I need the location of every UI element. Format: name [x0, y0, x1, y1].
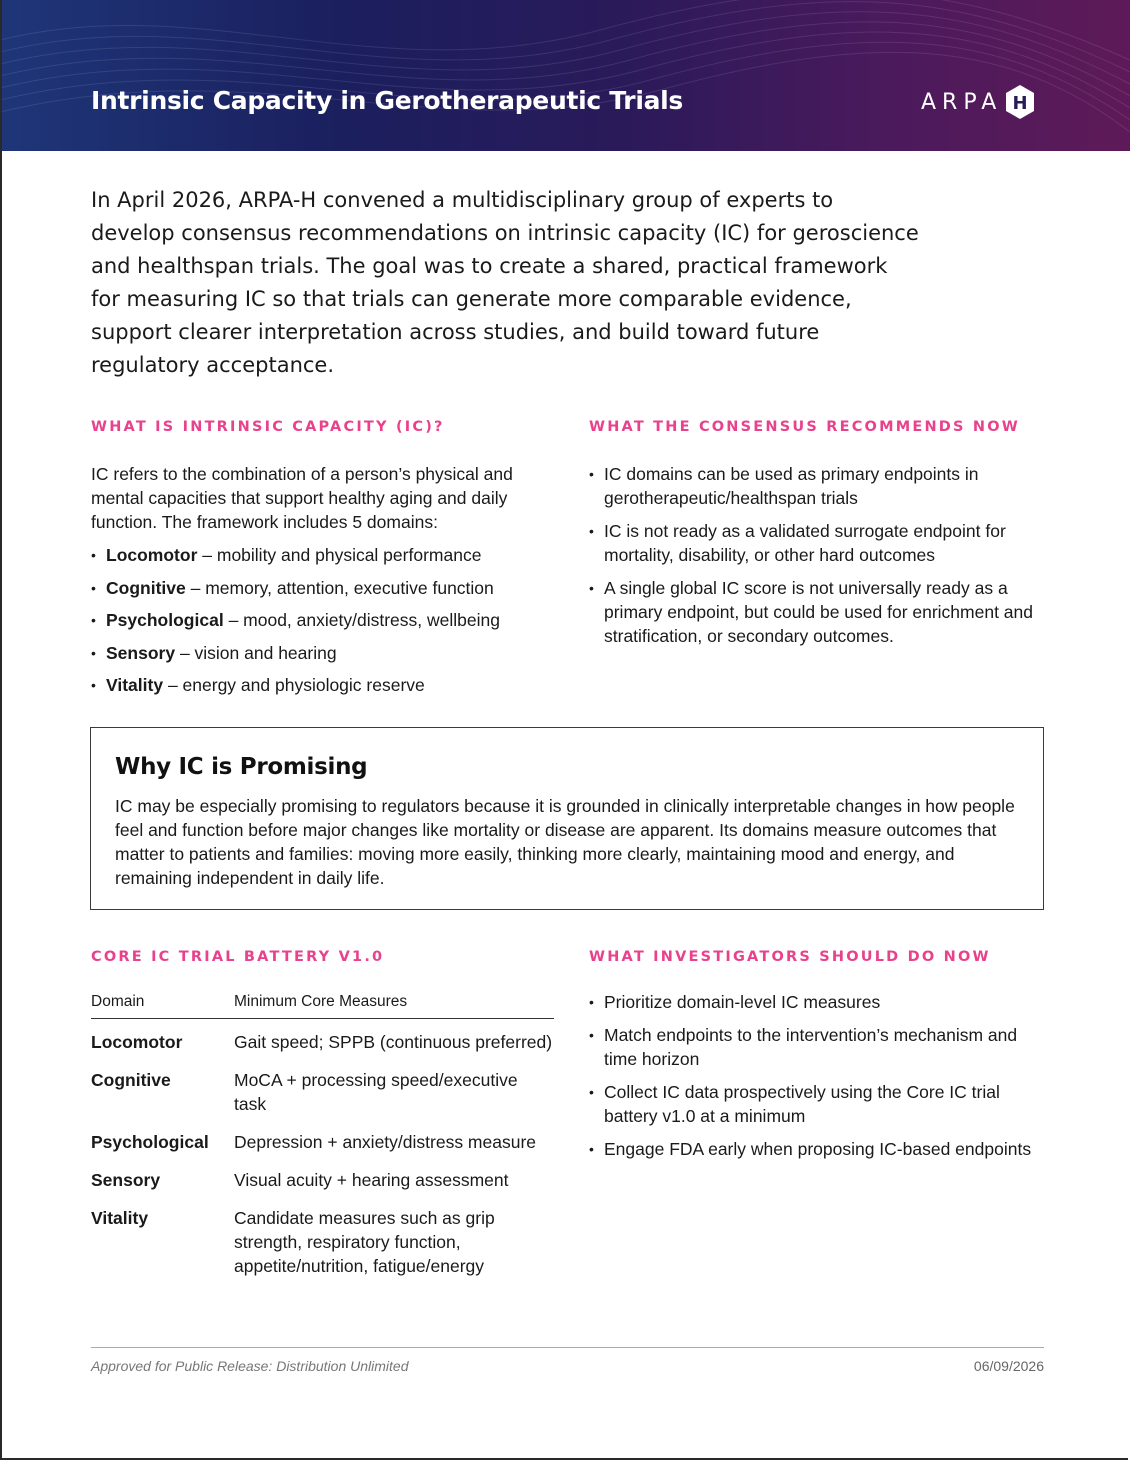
investigators-section — [589, 990, 1054, 1170]
list-item: • Vitality – energy and physiologic reserve — [91, 673, 561, 697]
callout-text: IC may be especially promising to regulators because it is grounded in clinically interpretable changes in how people feel and function before major changes like mortality or disease are apparent. Its domains measure outcomes that matter to patients and families: moving more easily, thinking more clearly, maintaining mood and energy, and remaining independent in daily life. — [115, 796, 1015, 888]
table-header — [91, 990, 554, 1019]
arpa-h-logo — [921, 84, 1036, 120]
logo-mark-letter: H — [1012, 93, 1028, 114]
table-cell-domain: Locomotor — [91, 1032, 183, 1052]
list-item: • IC domains can be used as primary endpoints in gerotherapeutic/healthspan trials — [589, 462, 1054, 510]
table-cell-measures: Depression + anxiety/distress measure — [234, 1132, 537, 1152]
page-title: Intrinsic Capacity in Gerotherapeutic Trials — [91, 86, 684, 115]
table-cell-measures: Gait speed; SPPB (continuous preferred) — [234, 1032, 553, 1052]
table-cell-measures: MoCA + processing speed/executive task — [234, 1070, 518, 1114]
callout-title: Why IC is Promising — [115, 754, 368, 780]
table-row — [91, 1030, 554, 1054]
table-cell-domain: Vitality — [91, 1208, 149, 1228]
arpa-h-hexagon-icon — [1004, 84, 1036, 120]
release-statement: Approved for Public Release: Distribution Unlimited — [91, 1358, 409, 1374]
why-ic-callout — [90, 727, 1044, 910]
table-cell-domain: Psychological — [91, 1132, 209, 1152]
list-item: • Collect IC data prospectively using the Core IC trial battery v1.0 at a minimum — [589, 1080, 1054, 1128]
list-item: • Locomotor – mobility and physical performance — [91, 543, 561, 567]
list-item: • Sensory – vision and hearing — [91, 641, 561, 665]
table-cell-measures: Candidate measures such as grip strength, respiratory function, appetite/nutrition, fatigue/energy — [234, 1208, 495, 1276]
column-header-domain: Domain — [91, 993, 145, 1010]
section-heading-recommends: WHAT THE CONSENSUS RECOMMENDS NOW — [589, 419, 1020, 435]
table-cell-measures: Visual acuity + hearing assessment — [234, 1170, 509, 1190]
section-heading-what-is-ic: WHAT IS INTRINSIC CAPACITY (IC)? — [91, 419, 445, 435]
column-header-measures: Minimum Core Measures — [234, 993, 408, 1010]
logo-text: ARPA — [921, 89, 1003, 115]
domain-list — [91, 543, 561, 697]
header-banner — [0, 0, 1130, 151]
list-item: • Cognitive – memory, attention, executive function — [91, 576, 561, 600]
document-date: 06/09/2026 — [973, 1358, 1044, 1374]
table-cell-domain: Sensory — [91, 1170, 161, 1190]
table-row — [91, 1130, 554, 1154]
list-item: • Match endpoints to the intervention’s mechanism and time horizon — [589, 1023, 1054, 1071]
what-is-ic-section — [91, 462, 561, 706]
list-item: • IC is not ready as a validated surrogate endpoint for mortality, disability, or other hard outcomes — [589, 519, 1054, 567]
investigator-action-list — [589, 990, 1054, 1161]
table-row — [91, 1068, 554, 1116]
recommends-section — [589, 462, 1054, 657]
table-cell-domain: Cognitive — [91, 1070, 171, 1090]
recommendation-list — [589, 462, 1054, 648]
section-heading-battery: CORE IC TRIAL BATTERY V1.0 — [91, 949, 385, 965]
section-heading-investigators: WHAT INVESTIGATORS SHOULD DO NOW — [589, 949, 991, 965]
decorative-waves — [0, 0, 1130, 151]
battery-table — [91, 990, 554, 1278]
list-item: • A single global IC score is not universally ready as a primary endpoint, but could be used for enrichment and stratification, or secondary outcomes. — [589, 576, 1054, 648]
table-row — [91, 1206, 554, 1278]
list-item: • Psychological – mood, anxiety/distress, wellbeing — [91, 608, 561, 632]
intro-paragraph: In April 2026, ARPA-H convened a multidisciplinary group of experts to develop consensus recommendations on intrinsic capacity (IC) for geroscience and healthspan trials. The goal was to create a shared, practical framework for measuring IC so that trials can generate more comparable evidence, support clearer interpretation across studies, and build toward future regulatory acceptance. — [91, 188, 919, 377]
list-item: • Prioritize domain-level IC measures — [589, 990, 1054, 1014]
footer-divider — [91, 1347, 1044, 1348]
table-row — [91, 1168, 554, 1192]
what-is-ic-text: IC refers to the combination of a person’s physical and mental capacities that support healthy aging and daily function. The framework includes 5 domains: — [91, 464, 513, 532]
list-item: • Engage FDA early when proposing IC-based endpoints — [589, 1137, 1054, 1161]
